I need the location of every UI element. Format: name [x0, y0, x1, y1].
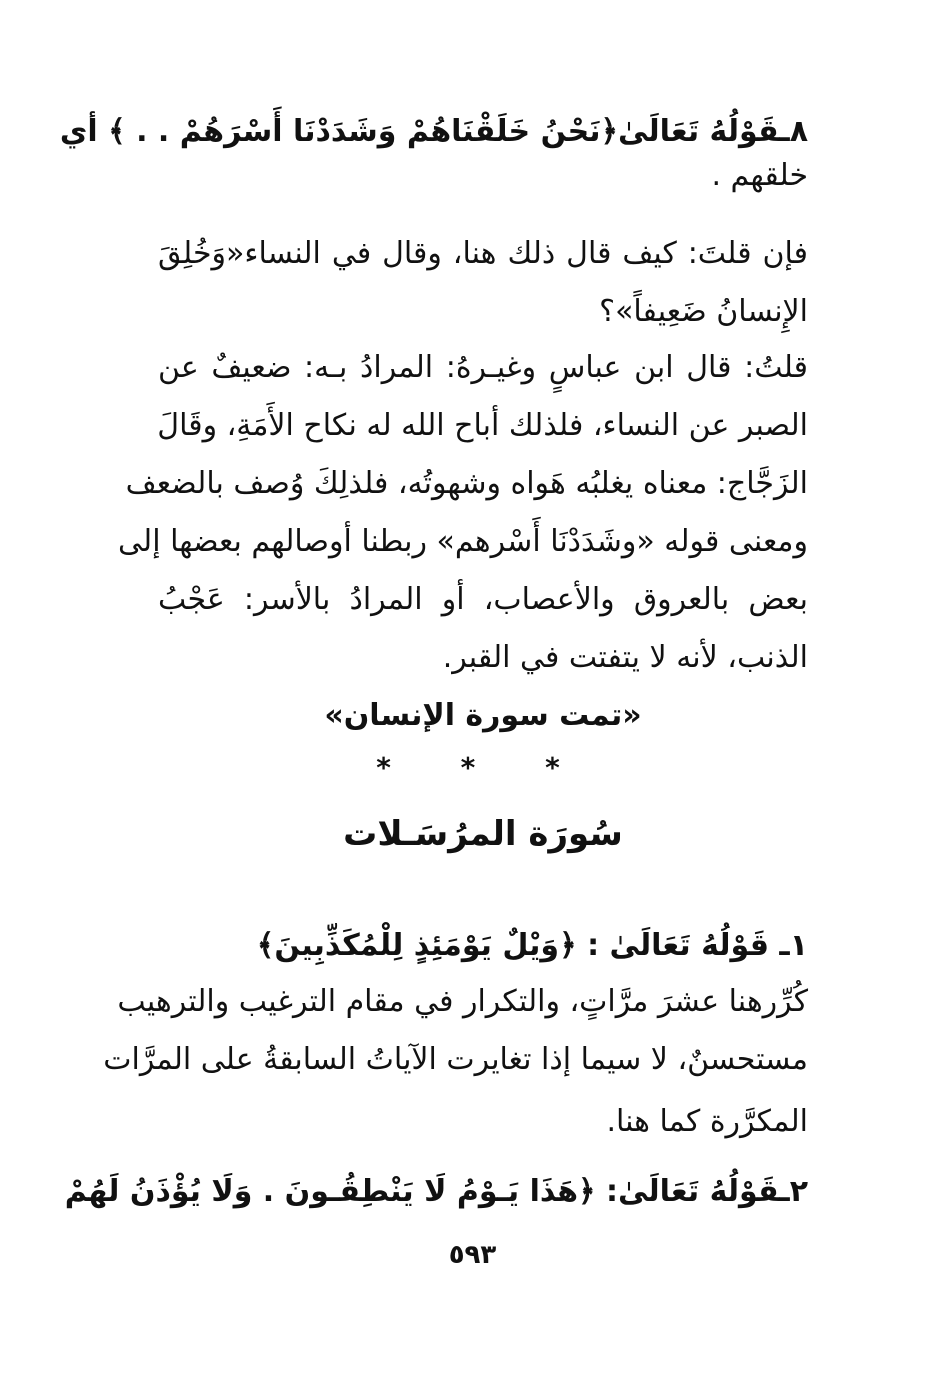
page-number: ٥٩٣: [448, 1240, 497, 1270]
text-line: بعض بالعروق والأعصاب، أو المرادُ بالأسر: عَجْبُ: [158, 582, 808, 617]
verse-line-8: ٨ـقَوْلُهُ تَعَالَىٰ﴿نَحْنُ خَلَقْنَاهُمْ وَشَدَدْنَا أَسْرَهُمْ . . ﴾ أي: [59, 114, 808, 149]
text-line: المكرَّرة كما هنا.: [606, 1104, 808, 1139]
text-line: كُرِّرهنا عشرَ مرَّاتٍ، والتكرار في مقام الترغيب والترهيب: [117, 984, 808, 1019]
surah-title: سُورَة المرُسَـلات: [343, 814, 623, 854]
text-line: الإِنسانُ ضَعِيفاً»؟: [599, 294, 808, 329]
question-line: فإن قلتَ: كيف قال ذلك هنا، وقال في النساء«وَخُلِقَ: [158, 236, 808, 271]
separator-stars: * * *: [376, 751, 590, 784]
surah-end-label: «تمت سورة الإنسان»: [324, 698, 642, 733]
text-line: الصبر عن النساء، فلذلك أباح الله له نكاح الأَمَةِ، وقَالَ: [157, 408, 808, 443]
text-line: ومعنى قوله «وشَدَدْنَا أَسْرهم» ربطنا أوصالهم بعضها إلى: [118, 524, 808, 559]
text-line: الذنب، لأنه لا يتفتت في القبر.: [442, 640, 808, 675]
answer-line: قلتُ: قال ابن عباسٍ وغيـرهُ: المرادُ بـه: ضعيفٌ عن: [158, 350, 808, 385]
text-line: خلقهم .: [711, 158, 808, 193]
text-line: مستحسنٌ، لا سيما إذا تغايرت الآياتُ السابقةُ على المرَّات: [103, 1042, 808, 1077]
verse-line-1: ١ـ قَوْلُهُ تَعَالَىٰ : ﴿وَيْلٌ يَوْمَئِذٍ لِلْمُكَذِّبِينَ﴾: [256, 928, 808, 963]
verse-line-2: ٢ـقَوْلُهُ تَعَالَىٰ: ﴿هَذَا يَـوْمُ لَا يَنْطِقُـونَ . وَلَا يُؤْذَنُ لَهُمْ: [64, 1174, 808, 1209]
text-line: الزَجَّاج: معناه يغلبُه هَواه وشهوتُه، فلذلِكَ وُصف بالضعف: [125, 466, 808, 501]
